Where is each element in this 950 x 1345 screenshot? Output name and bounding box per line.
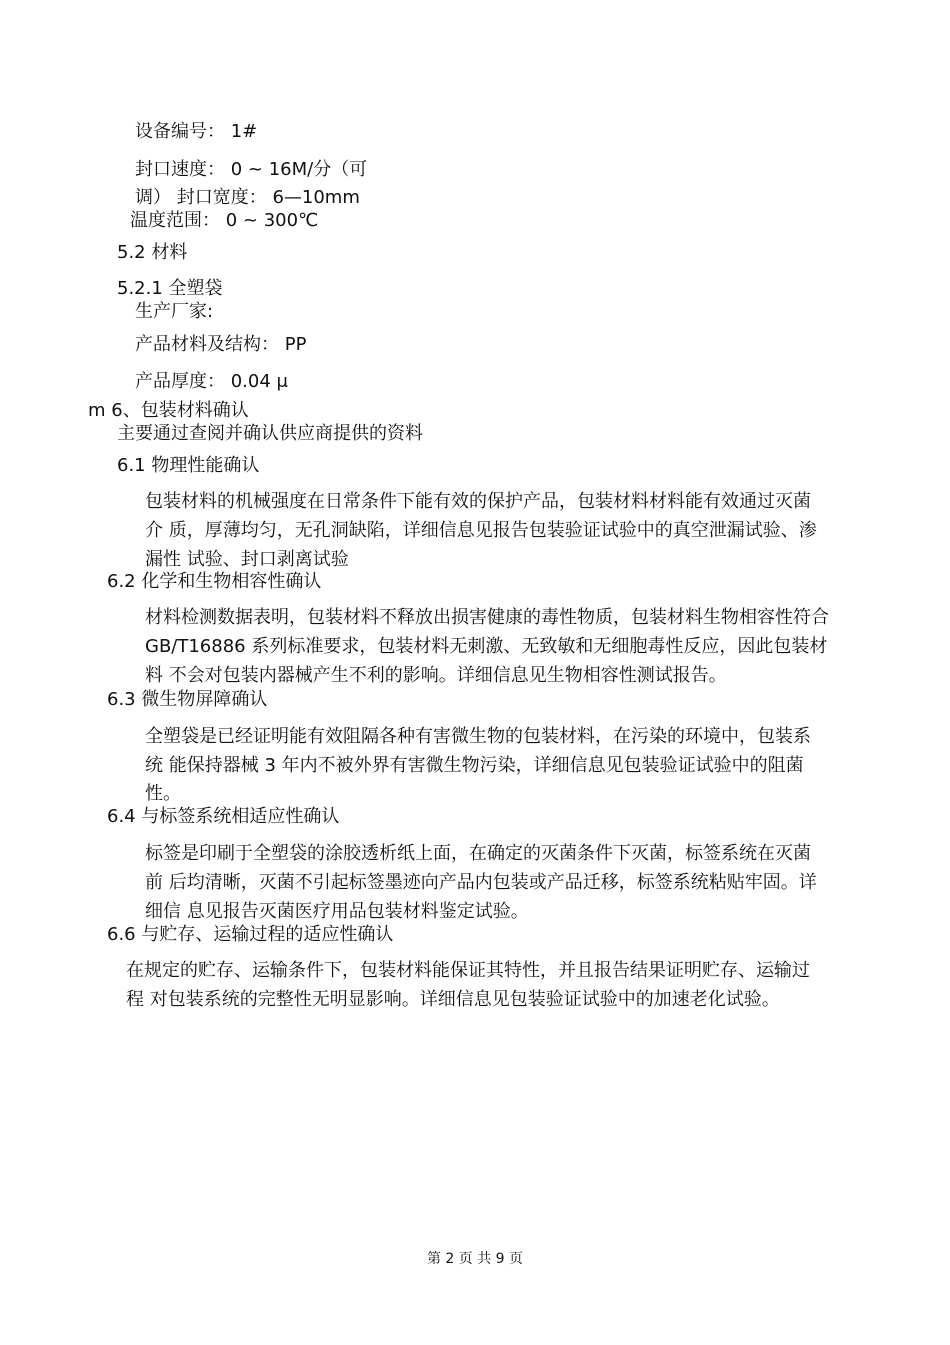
section-6-3-line: 全塑袋是已经证明能有效阻隔各种有害微生物的包装材料，在污染的环境中，包装系 — [145, 726, 811, 747]
section-6-1-heading: 6.1 物理性能确认 — [117, 455, 260, 476]
section-6-3-line: 性。 — [145, 783, 181, 804]
section-6-6-line: 在规定的贮存、运输条件下，包装材料能保证其特性，并且报告结果证明贮存、运输过 — [126, 960, 810, 981]
product-thickness: 产品厚度： 0.04 μ — [135, 371, 288, 392]
seal-speed-cont: 调） 封口宽度： 6—10mm — [135, 187, 360, 208]
section-6-2-heading: 6.2 化学和生物相容性确认 — [107, 571, 322, 592]
section-6-1-line: 漏性 试验、封口剥离试验 — [145, 549, 349, 570]
temperature-range: 温度范围： 0 ~ 300℃ — [130, 210, 319, 231]
section-6-4-line: 标签是印刷于全塑袋的涂胶透析纸上面，在确定的灭菌条件下灭菌，标签系统在灭菌 — [145, 843, 811, 864]
section-6-4-line: 细信 息见报告灭菌医疗用品包装材料鉴定试验。 — [145, 901, 529, 922]
section-6-6-line: 程 对包装系统的完整性无明显影响。详细信息见包装验证试验中的加速老化试验。 — [126, 989, 780, 1010]
section-6-3-line: 统 能保持器械 3 年内不被外界有害微生物污染，详细信息见包装验证试验中的阻菌 — [145, 755, 804, 776]
section-6-heading: m 6、包装材料确认 — [88, 400, 249, 421]
section-6-2-line: 材料检测数据表明，包装材料不释放出损害健康的毒性物质，包装材料生物相容性符合 — [145, 607, 829, 628]
page-number: 第 2 页 共 9 页 — [426, 1251, 524, 1267]
section-6-4-line: 前 后均清晰，灭菌不引起标签墨迹向产品内包装或产品迁移，标签系统粘贴牢固。详 — [145, 872, 817, 893]
manufacturer: 生产厂家: — [135, 301, 214, 322]
material-structure: 产品材料及结构： PP — [135, 334, 307, 355]
materials-heading: 5.2 材料 — [117, 242, 188, 263]
section-6-4-heading: 6.4 与标签系统相适应性确认 — [107, 806, 340, 827]
section-6-3-heading: 6.3 微生物屏障确认 — [107, 689, 268, 710]
section-6-1-line: 包装材料的机械强度在日常条件下能有效的保护产品，包装材料材料能有效通过灭菌 — [145, 491, 811, 512]
section-6-intro: 主要通过查阅并确认供应商提供的资料 — [117, 423, 423, 444]
equipment-number: 设备编号： 1# — [135, 121, 258, 142]
section-6-2-line: GB/T16886 系列标准要求，包装材料无刺激、无致敏和无细胞毒性反应，因此包装材 — [145, 636, 828, 657]
plastic-bag-heading: 5.2.1 全塑袋 — [117, 278, 223, 299]
section-6-1-line: 介 质，厚薄均匀，无孔洞缺陷，详细信息见报告包装验证试验中的真空泄漏试验、渗 — [145, 520, 817, 541]
section-6-2-line: 料 不会对包装内器械产生不利的影响。详细信息见生物相容性测试报告。 — [145, 665, 727, 686]
section-6-6-heading: 6.6 与贮存、运输过程的适应性确认 — [107, 924, 394, 945]
seal-speed: 封口速度： 0 ~ 16M/分（可 — [135, 159, 368, 180]
